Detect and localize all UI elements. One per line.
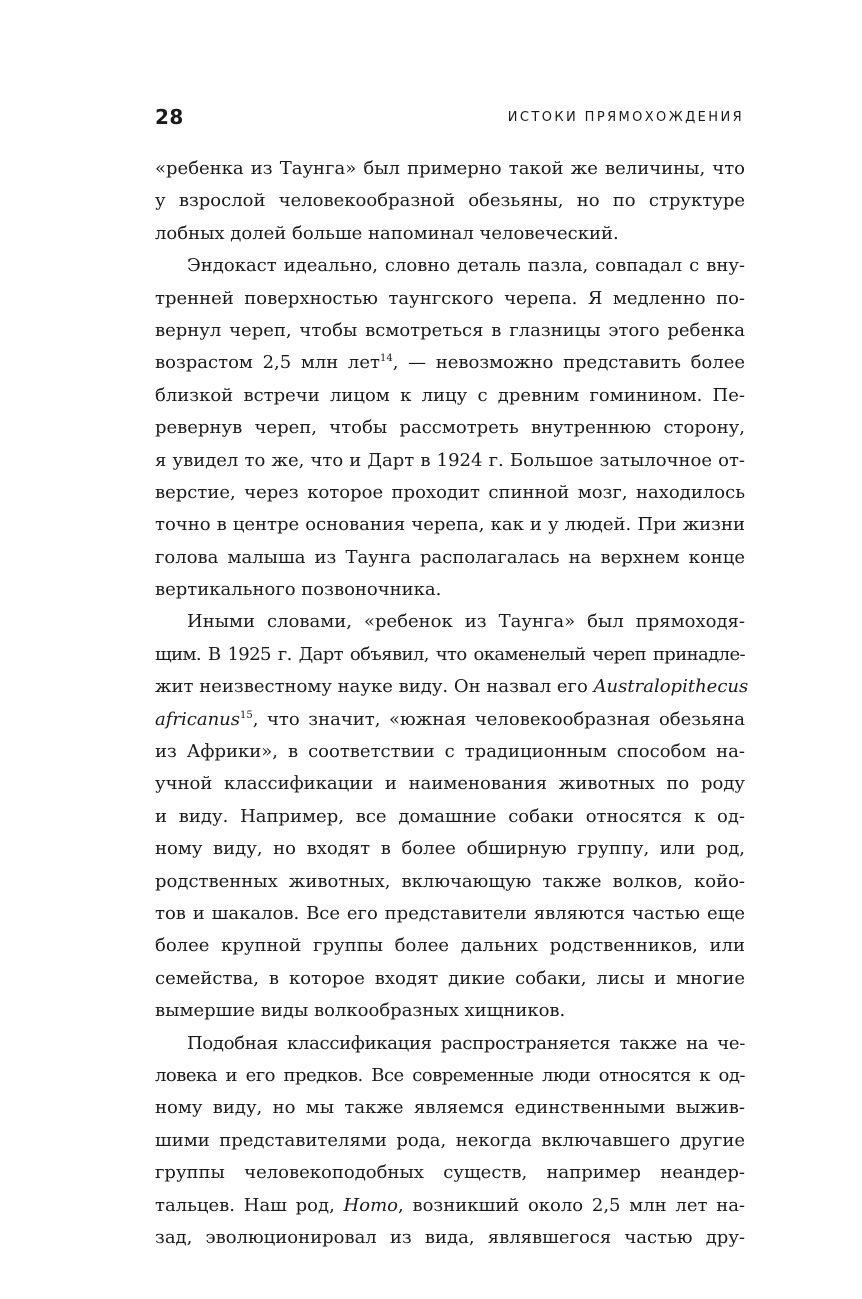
text-line: голова малыша из Таунга располагалась на верхнем конце — [155, 546, 745, 568]
text-line: тренней поверхностью таунгского черепа. Я медленно по- — [155, 287, 745, 309]
text-line — [155, 347, 745, 379]
text-line: лобных долей больше напоминал человеческий. — [155, 222, 619, 244]
text-line: вернул череп, чтобы всмотреться в глазницы этого ребенка — [155, 319, 745, 341]
text-fragment: , — невозможно представить более — [392, 352, 746, 374]
footnote-ref-14[interactable]: 14 — [379, 353, 393, 365]
text-fragment: жит неизвестному науке виду. Он назвал его — [155, 676, 594, 698]
text-line: ному виду, но входят в более обширную группу, или род, — [155, 838, 745, 860]
text-fragment: возрастом 2,5 млн лет — [155, 352, 380, 374]
paragraph-3 — [155, 606, 749, 1027]
chapter-title: ИСТОКИ ПРЯМОХОЖДЕНИЯ — [507, 110, 744, 125]
genus-name: Australopithecus — [593, 676, 749, 698]
text-line: у взрослой человекообразной обезьяны, но по структуре — [155, 190, 745, 212]
text-line: родственных животных, включающую также волков, койо- — [155, 870, 745, 892]
text-line: группы человекоподобных существ, например неандер- — [155, 1162, 745, 1184]
text-line: близкой встречи лицом к лицу с древним гоминином. Пе- — [155, 384, 745, 406]
paragraph-1 — [155, 153, 745, 250]
text-fragment: , что значит, «южная человекообразная обезьяна — [252, 708, 745, 730]
text-line: верстие, через которое проходит спинной мозг, находилось — [155, 481, 745, 503]
page-number: 28 — [155, 105, 184, 129]
text-line — [155, 704, 745, 736]
paragraph-2 — [155, 250, 745, 606]
text-line: зад, эволюционировал из вида, являвшегося частью дру- — [155, 1226, 745, 1248]
text-line: Эндокаст идеально, словно деталь пазла, совпадал с вну- — [187, 255, 745, 277]
text-line: Подобная классификация распространяется также на че- — [187, 1032, 745, 1054]
footnote-ref-15[interactable]: 15 — [240, 709, 253, 721]
paragraph-4 — [155, 1028, 745, 1255]
text-line: «ребенка из Таунга» был примерно такой же величины, что — [155, 158, 745, 179]
text-line: учной классификации и наименования животных по роду — [155, 773, 745, 795]
text-line: и виду. Например, все домашние собаки относятся к од- — [155, 805, 745, 827]
text-line — [155, 671, 749, 703]
genus-name: Homo — [343, 1194, 398, 1216]
body-text — [155, 153, 749, 1254]
text-line: ному виду, но мы также являемся единственными выжив- — [155, 1097, 745, 1119]
text-line: из Африки», в соответствии с традиционным способом на- — [155, 741, 745, 763]
text-line: вымершие виды волкообразных хищников. — [155, 1000, 566, 1022]
running-head — [155, 104, 744, 134]
text-line: точно в центре основания черепа, как и у людей. При жизни — [155, 514, 745, 536]
text-line: семейства, в которое входят дикие собаки, лисы и многие — [155, 967, 745, 989]
text-line: ловека и его предков. Все современные люди относятся к од- — [155, 1064, 745, 1086]
species-name: africanus — [155, 708, 240, 730]
text-line: щим. В 1925 г. Дарт объявил, что окаменелый череп принадле- — [155, 643, 745, 665]
text-line: Иными словами, «ребенок из Таунга» был прямоходя- — [187, 611, 745, 633]
text-line: более крупной группы более дальних родственников, или — [155, 935, 745, 957]
text-line: тов и шакалов. Все его представители являются частью еще — [155, 902, 745, 924]
text-fragment: , возникший около 2,5 млн лет на- — [398, 1194, 746, 1216]
text-line: шими представителями рода, некогда включавшего другие — [155, 1129, 745, 1151]
text-line: вертикального позвоночника. — [155, 579, 442, 601]
text-line: ревернув череп, чтобы рассмотреть внутреннюю сторону, — [155, 417, 745, 439]
text-line — [155, 1190, 745, 1222]
text-fragment: тальцев. Наш род, — [155, 1194, 344, 1216]
text-line: я увидел то же, что и Дарт в 1924 г. Большое затылочное от- — [155, 449, 745, 471]
